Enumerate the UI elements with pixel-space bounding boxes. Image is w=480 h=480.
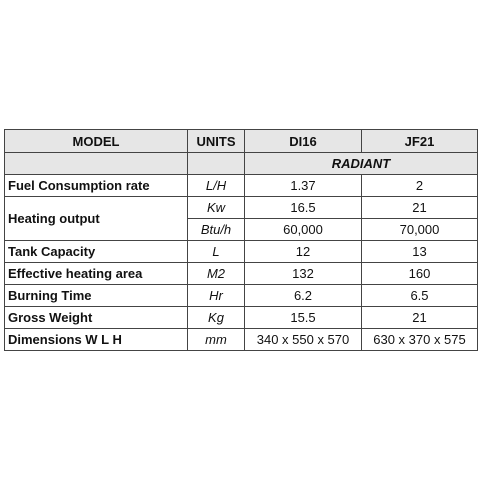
table-row [5, 329, 478, 351]
row-unit: mm [188, 329, 245, 351]
value-di16: 16.5 [245, 197, 362, 219]
table-row [5, 285, 478, 307]
model-jf21-header: JF21 [362, 130, 478, 153]
value-di16: 1.37 [245, 175, 362, 197]
value-di16: 12 [245, 241, 362, 263]
row-label: Dimensions W L H [5, 329, 188, 351]
value-jf21: 70,000 [362, 219, 478, 241]
value-jf21: 13 [362, 241, 478, 263]
row-label: Effective heating area [5, 263, 188, 285]
row-unit: L/H [188, 175, 245, 197]
value-jf21: 6.5 [362, 285, 478, 307]
row-label: Fuel Consumption rate [5, 175, 188, 197]
type-label: RADIANT [245, 153, 478, 175]
value-jf21: 160 [362, 263, 478, 285]
value-di16: 340 x 550 x 570 [245, 329, 362, 351]
spec-table [4, 129, 478, 351]
value-di16: 132 [245, 263, 362, 285]
row-unit: Btu/h [188, 219, 245, 241]
table-row [5, 175, 478, 197]
row-label: Gross Weight [5, 307, 188, 329]
type-row-empty-unit [188, 153, 245, 175]
row-label: Heating output [5, 197, 188, 241]
value-di16: 15.5 [245, 307, 362, 329]
value-di16: 6.2 [245, 285, 362, 307]
row-unit: Kw [188, 197, 245, 219]
model-di16-header: DI16 [245, 130, 362, 153]
row-unit: Hr [188, 285, 245, 307]
table-row [5, 241, 478, 263]
table-row [5, 263, 478, 285]
units-header: UNITS [188, 130, 245, 153]
header-row [5, 130, 478, 153]
value-jf21: 2 [362, 175, 478, 197]
row-unit: L [188, 241, 245, 263]
value-jf21: 630 x 370 x 575 [362, 329, 478, 351]
row-unit: Kg [188, 307, 245, 329]
value-jf21: 21 [362, 307, 478, 329]
model-header: MODEL [5, 130, 188, 153]
row-label: Burning Time [5, 285, 188, 307]
type-row [5, 153, 478, 175]
table-row [5, 197, 478, 219]
row-label: Tank Capacity [5, 241, 188, 263]
type-row-empty-label [5, 153, 188, 175]
table-row [5, 307, 478, 329]
row-unit: M2 [188, 263, 245, 285]
value-jf21: 21 [362, 197, 478, 219]
value-di16: 60,000 [245, 219, 362, 241]
